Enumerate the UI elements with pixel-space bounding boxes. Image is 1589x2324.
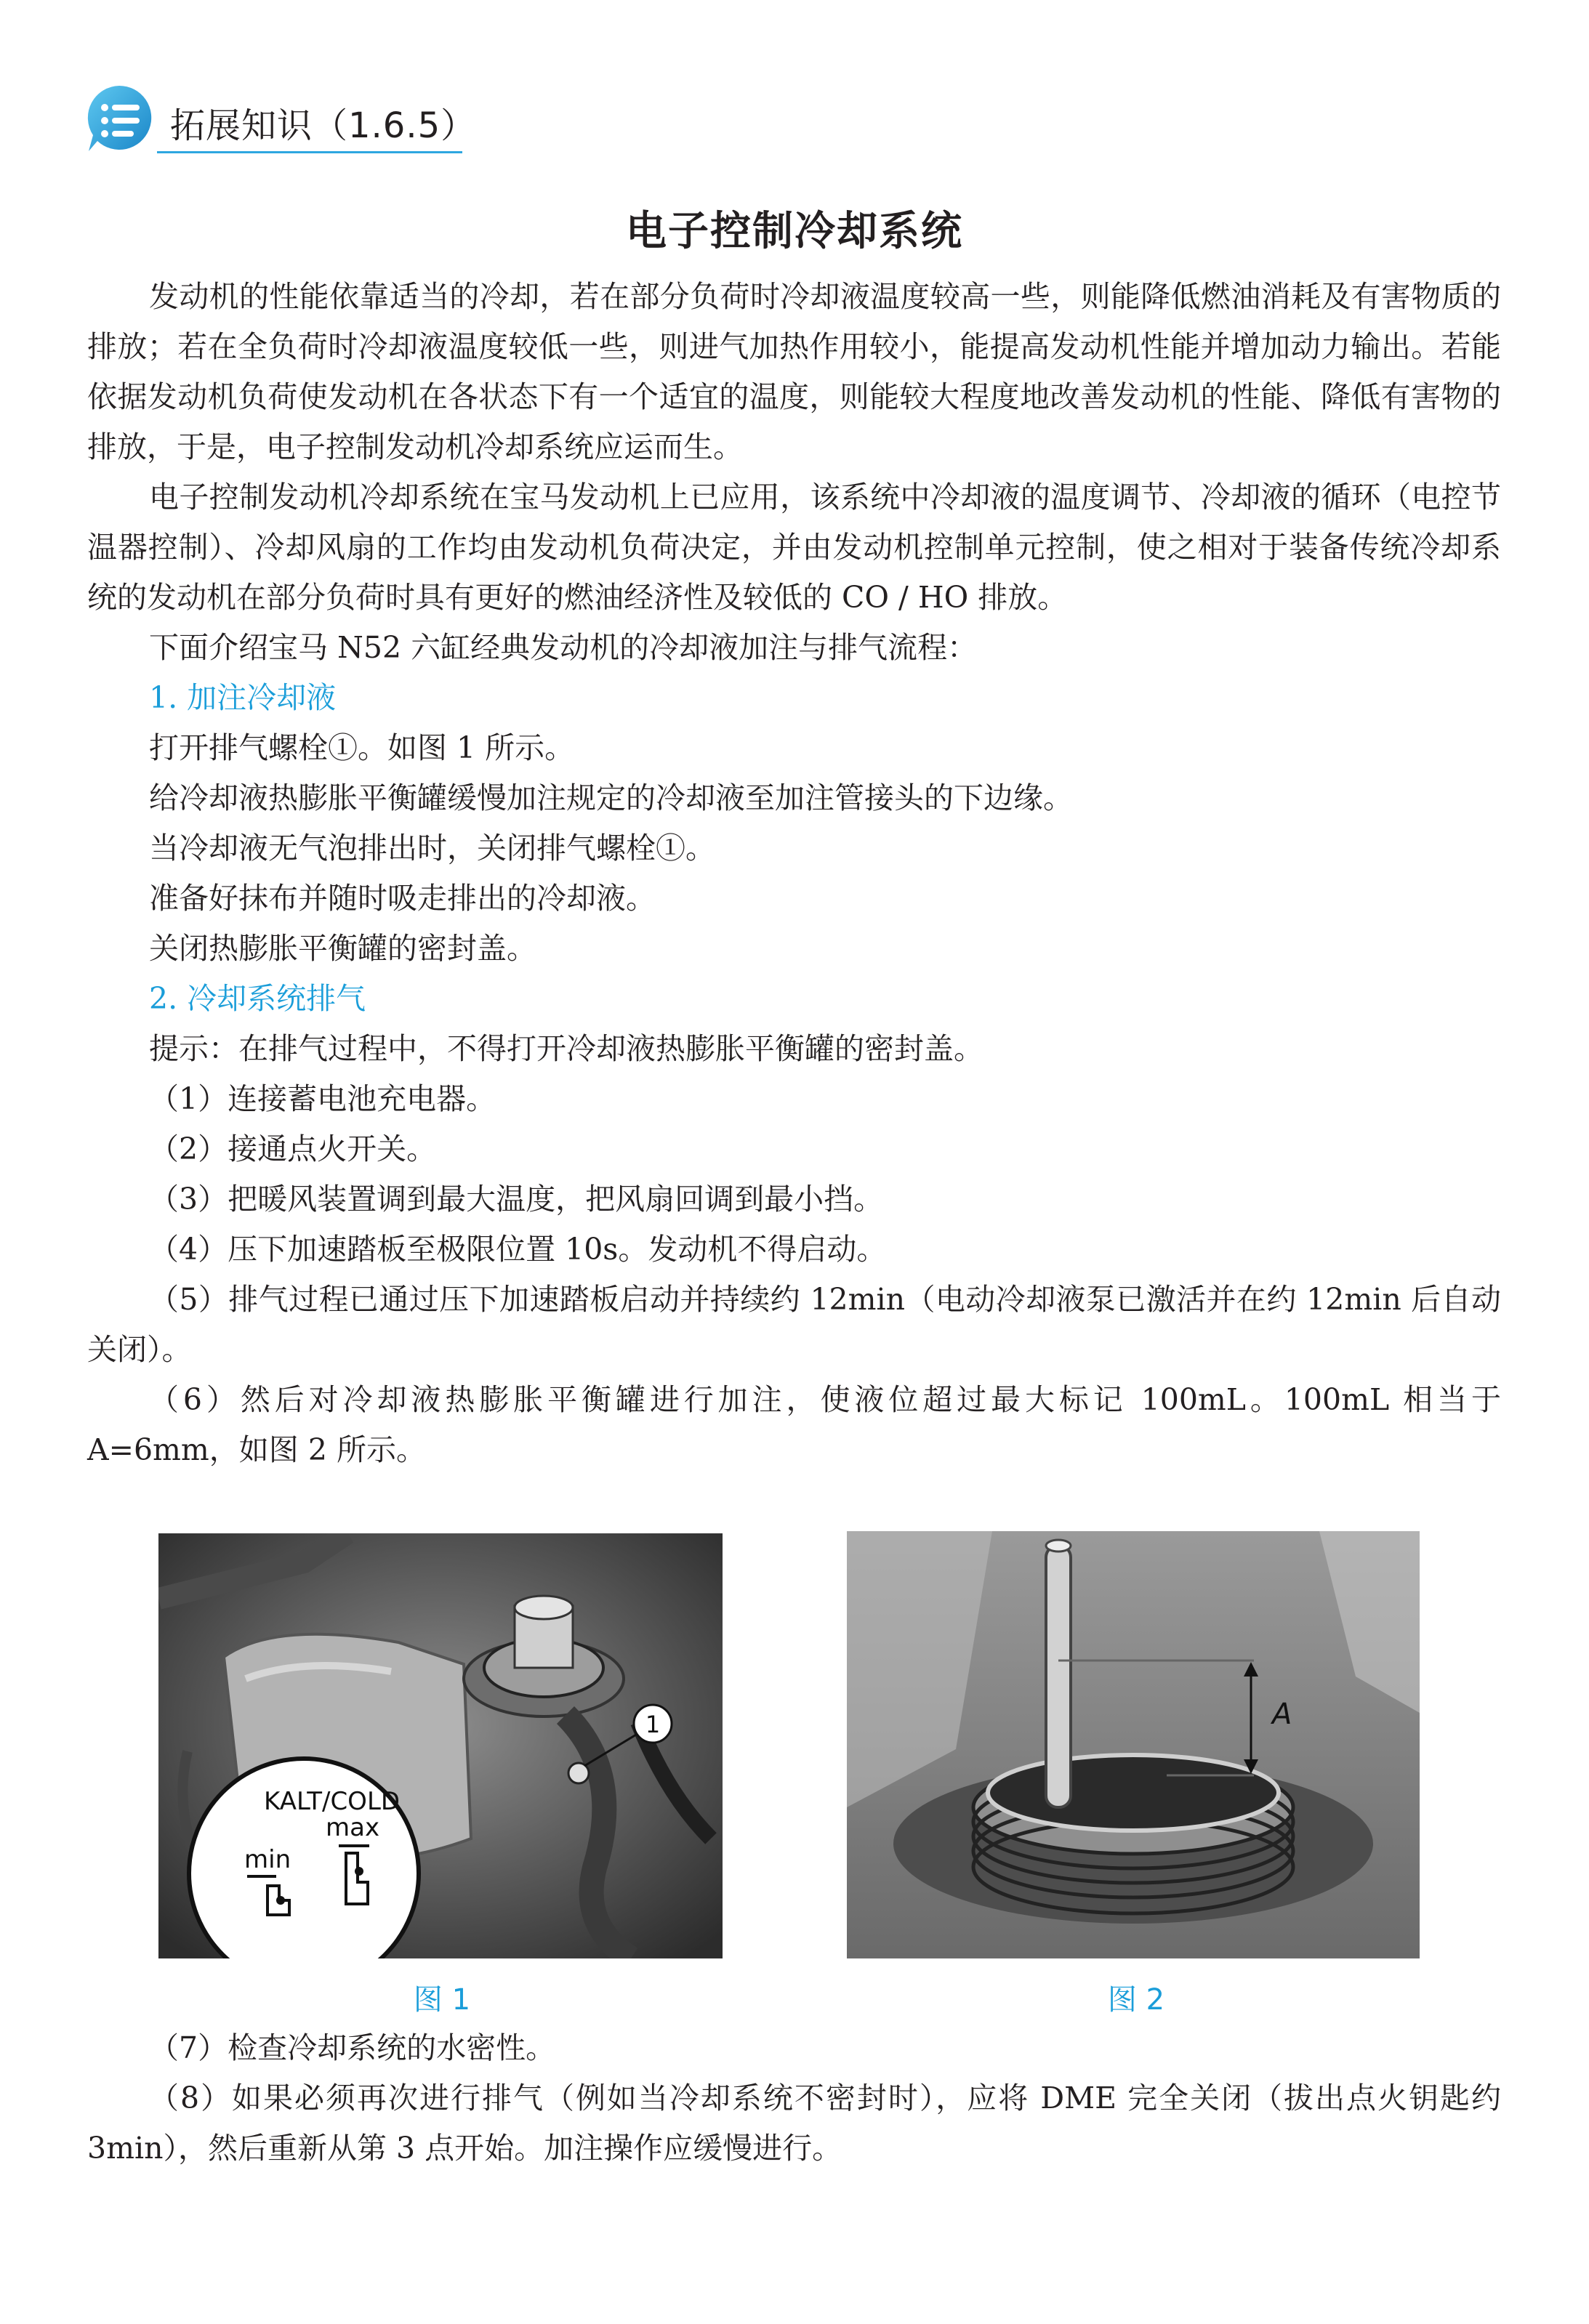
section2-tip: 提示：在排气过程中，不得打开冷却液热膨胀平衡罐的密封盖。	[149, 1031, 983, 1066]
section1-heading: 1. 加注冷却液	[149, 680, 337, 715]
section2-step: （1）连接蓄电池充电器。	[149, 1081, 496, 1116]
max-label: max	[326, 1813, 380, 1842]
header-title: 拓展知识（1.6.5）	[170, 105, 477, 146]
section2-step: （4）压下加速踏板至极限位置 10s。发动机不得启动。	[149, 1232, 887, 1267]
figure-2-caption: 图 2	[1107, 1983, 1165, 2017]
article-body	[87, 272, 1501, 1475]
section1-step: 给冷却液热膨胀平衡罐缓慢加注规定的冷却液至加注管接头的下边缘。	[149, 780, 1073, 815]
section2-step6: （6）然后对冷却液热膨胀平衡罐进行加注，使液位超过最大标记 100mL。100mL 相当于 A=6mm，如图 2 所示。	[87, 1382, 1501, 1467]
header-underline	[157, 151, 462, 153]
section2-step: （2）接通点火开关。	[149, 1131, 437, 1166]
section1-step: 打开排气螺栓①。如图 1 所示。	[149, 730, 575, 765]
section2-step: （3）把暖风装置调到最大温度，把风扇回调到最小挡。	[149, 1182, 884, 1217]
figure-1-caption: 图 1	[413, 1983, 471, 2017]
section2-step8: （8）如果必须再次进行排气（例如当冷却系统不密封时），应将 DME 完全关闭（拔出点火钥匙约 3min），然后重新从第 3 点开始。加注操作应缓慢进行。	[87, 2081, 1501, 2166]
dimension-a-label: A	[1272, 1698, 1292, 1731]
section1-step: 关闭热膨胀平衡罐的密封盖。	[149, 931, 536, 966]
page-title: 电子控制冷却系统	[626, 208, 963, 255]
section1-step: 当冷却液无气泡排出时，关闭排气螺栓①。	[149, 831, 715, 866]
article-body-continued	[87, 2023, 1501, 2174]
list-bubble-icon	[83, 81, 156, 154]
section2-heading: 2. 冷却系统排气	[149, 981, 366, 1016]
kalt-cold-label: KALT/COLD	[264, 1787, 401, 1816]
figure-1-photo	[158, 1533, 723, 1958]
section-header	[83, 81, 475, 161]
min-label: min	[244, 1845, 291, 1874]
lead-sentence: 下面介绍宝马 N52 六缸经典发动机的冷却液加注与排气流程：	[149, 630, 978, 665]
bmw-paragraph: 电子控制发动机冷却系统在宝马发动机上已应用，该系统中冷却液的温度调节、冷却液的循环（电控节温器控制）、冷却风扇的工作均由发动机负荷决定，并由发动机控制单元控制，使之相对于装备传统冷却系统的发动机在部分负荷时具有更好的燃油经济性及较低的 CO / HO 排放。	[87, 480, 1501, 615]
callout-number: 1	[645, 1711, 661, 1738]
section2-step7: （7）检查冷却系统的水密性。	[149, 2030, 556, 2065]
intro-paragraph: 发动机的性能依靠适当的冷却，若在部分负荷时冷却液温度较高一些，则能降低燃油消耗及有害物质的排放；若在全负荷时冷却液温度较低一些，则进气加热作用较小，能提高发动机性能并增加动力输出。若能依据发动机负荷使发动机在各状态下有一个适宜的温度，则能较大程度地改善发动机的性能、降低有害物的排放，于是，电子控制发动机冷却系统应运而生。	[87, 279, 1501, 464]
section2-step5: （5）排气过程已通过压下加速踏板启动并持续约 12min（电动冷却液泵已激活并在约 12min 后自动关闭）。	[87, 1282, 1501, 1367]
figure-2-photo	[847, 1531, 1420, 1958]
section1-step: 准备好抹布并随时吸走排出的冷却液。	[149, 881, 656, 916]
